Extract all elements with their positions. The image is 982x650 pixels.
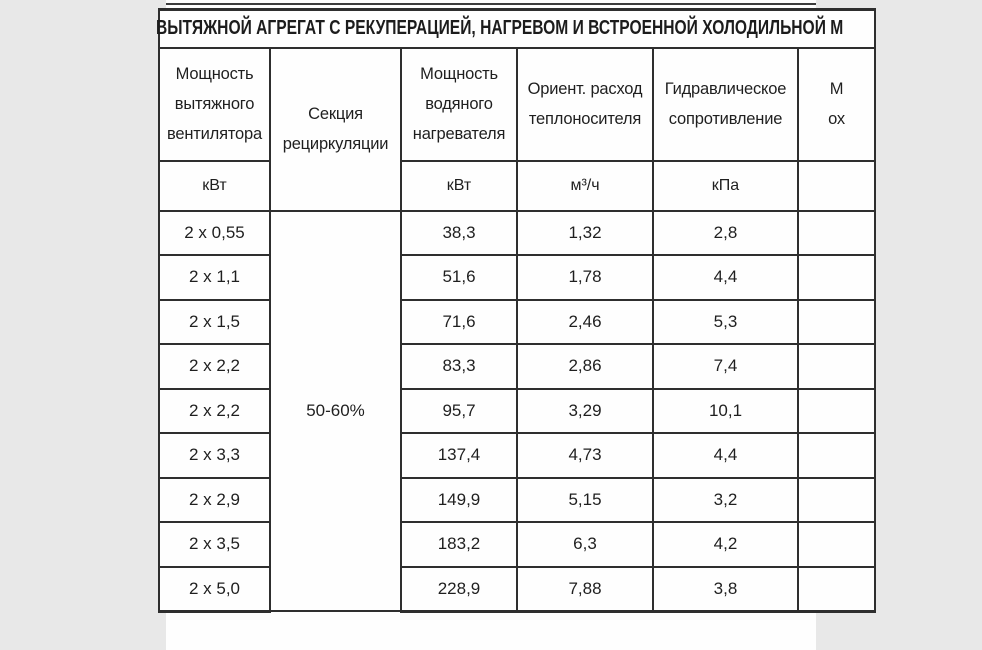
data-cell-heater-power: 149,9 [401, 478, 517, 523]
data-cell-resistance: 2,8 [653, 211, 798, 256]
data-cell-fan-power: 2 x 1,1 [159, 255, 270, 300]
data-cell-flow: 7,88 [517, 567, 653, 612]
data-cell-cut-right-column [798, 255, 875, 300]
table-row [159, 300, 875, 345]
data-cell-fan-power: 2 x 2,9 [159, 478, 270, 523]
data-cell-cut-right-column [798, 433, 875, 478]
data-cell-heater-power: 51,6 [401, 255, 517, 300]
data-cell-flow: 5,15 [517, 478, 653, 523]
data-cell-fan-power: 2 x 1,5 [159, 300, 270, 345]
data-cell-cut-right-column [798, 567, 875, 612]
table-row [159, 344, 875, 389]
data-cell-resistance: 7,4 [653, 344, 798, 389]
header-cell-coolant-flow: Ориент. расход теплоносителя [517, 48, 653, 161]
unit-cell-cut-right-column [798, 161, 875, 211]
data-cell-fan-power: 2 x 5,0 [159, 567, 270, 612]
table-title: ВЫТЯЖНОЙ АГРЕГАТ С РЕКУПЕРАЦИЕЙ, НАГРЕВОМ И ВСТРОЕННОЙ ХОЛОДИЛЬНОЙ М [156, 17, 844, 40]
data-cell-fan-power: 2 x 2,2 [159, 344, 270, 389]
table-row [159, 478, 875, 523]
data-cell-resistance: 4,4 [653, 433, 798, 478]
data-cell-flow: 6,3 [517, 522, 653, 567]
unit-cell-resistance-kpa: кПа [653, 161, 798, 211]
data-cell-heater-power: 71,6 [401, 300, 517, 345]
data-cell-flow: 2,46 [517, 300, 653, 345]
data-cell-heater-power: 38,3 [401, 211, 517, 256]
page [156, 0, 845, 650]
header-cell-exhaust-fan-power: Мощность вытяжного вентилятора [159, 48, 270, 161]
data-cell-cut-right-column [798, 344, 875, 389]
table-row [159, 433, 875, 478]
spec-table [158, 8, 876, 613]
table-row [159, 211, 875, 256]
unit-cell-flow-m3h: м³/ч [517, 161, 653, 211]
title-row [159, 10, 875, 48]
data-cell-heater-power: 137,4 [401, 433, 517, 478]
data-cell-cut-right-column [798, 478, 875, 523]
data-cell-fan-power: 2 x 3,3 [159, 433, 270, 478]
data-cell-cut-right-column [798, 389, 875, 434]
data-cell-flow: 4,73 [517, 433, 653, 478]
recirculation-value-cell: 50-60% [270, 211, 401, 612]
header-row [159, 48, 875, 161]
data-cell-flow: 2,86 [517, 344, 653, 389]
data-cell-heater-power: 83,3 [401, 344, 517, 389]
data-cell-heater-power: 228,9 [401, 567, 517, 612]
data-cell-fan-power: 2 x 0,55 [159, 211, 270, 256]
data-cell-cut-right-column [798, 522, 875, 567]
data-cell-resistance: 3,8 [653, 567, 798, 612]
header-cell-water-heater-power: Мощность водяного нагревателя [401, 48, 517, 161]
header-cell-cut-right-column: М ох [798, 48, 875, 161]
data-cell-flow: 1,78 [517, 255, 653, 300]
data-cell-heater-power: 95,7 [401, 389, 517, 434]
data-cell-flow: 3,29 [517, 389, 653, 434]
data-cell-resistance: 4,4 [653, 255, 798, 300]
table-row [159, 522, 875, 567]
unit-cell-heater-kw: кВт [401, 161, 517, 211]
table-row [159, 389, 875, 434]
header-cell-hydraulic-resistance: Гидравлическое сопротивление [653, 48, 798, 161]
data-cell-flow: 1,32 [517, 211, 653, 256]
data-cell-resistance: 3,2 [653, 478, 798, 523]
title-cell [156, 10, 875, 48]
data-cell-fan-power: 2 x 3,5 [159, 522, 270, 567]
data-cell-cut-right-column [798, 211, 875, 256]
unit-cell-fan-kw: кВт [159, 161, 270, 211]
data-cell-heater-power: 183,2 [401, 522, 517, 567]
data-cell-fan-power: 2 x 2,2 [159, 389, 270, 434]
table-row [159, 567, 875, 612]
data-cell-resistance: 5,3 [653, 300, 798, 345]
header-cell-recirculation-section: Секция рециркуляции [270, 48, 401, 211]
cropped-row-remnant-line [166, 3, 816, 5]
data-cell-resistance: 4,2 [653, 522, 798, 567]
data-cell-cut-right-column [798, 300, 875, 345]
data-cell-resistance: 10,1 [653, 389, 798, 434]
units-row [159, 161, 875, 211]
table-row [159, 255, 875, 300]
